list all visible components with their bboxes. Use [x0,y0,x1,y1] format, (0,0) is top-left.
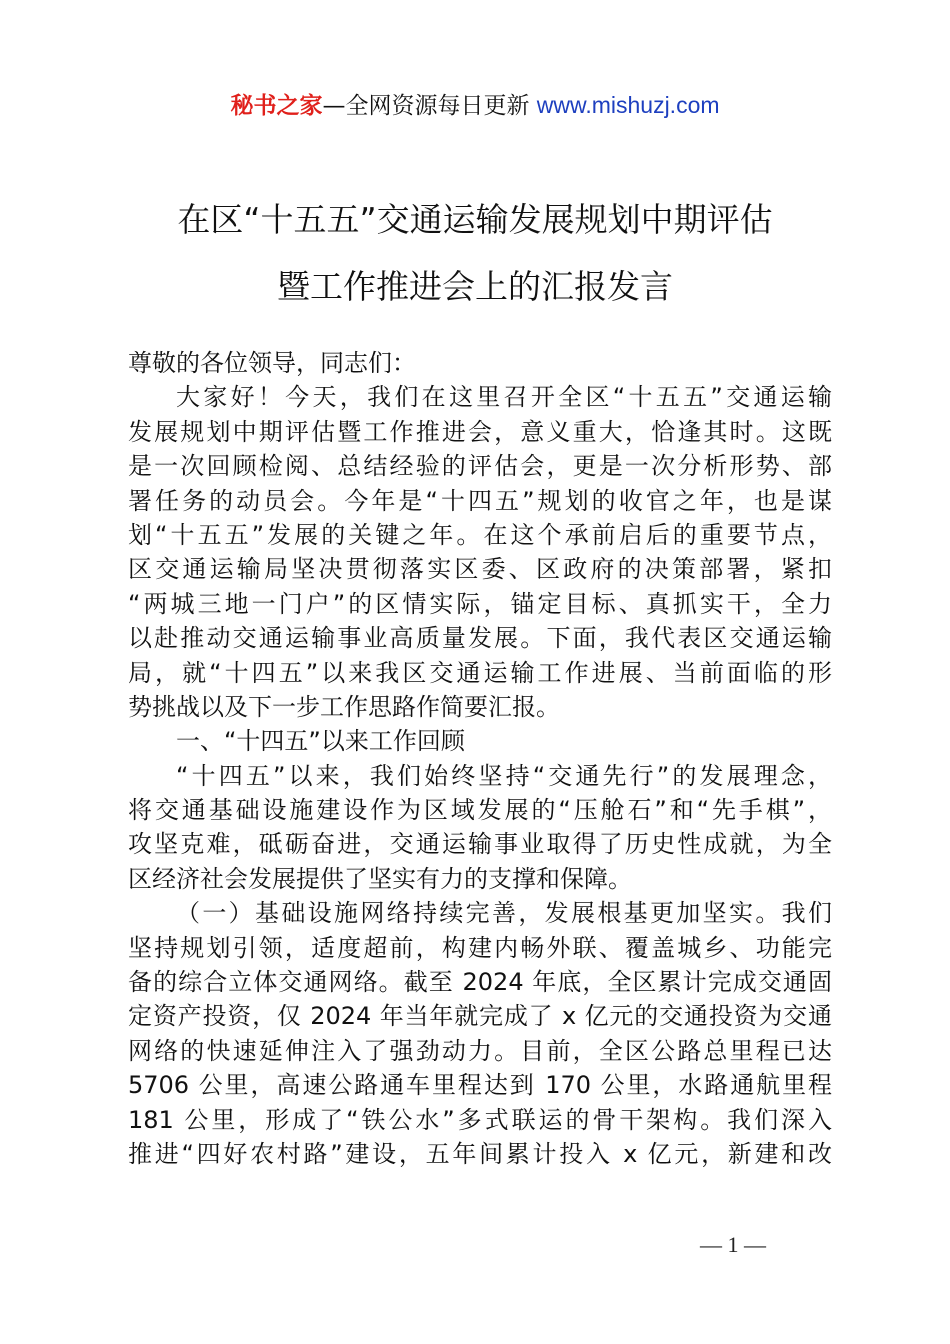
section-heading: 一、“十四五”以来工作回顾 [176,727,465,756]
body-line: 5706 公里，高速公路通车里程达到 170 公里，水路通航里程 [128,1071,832,1100]
body-line: 备的综合立体交通网络。截至 2024 年底，全区累计完成交通固 [128,968,832,997]
body-line: 发展规划中期评估暨工作推进会，意义重大，恰逢其时。这既 [128,417,832,446]
body-line: “两城三地一门户”的区情实际，锚定目标、真抓实干，全力 [128,589,832,618]
body-line: 将交通基础设施建设作为区域发展的“压舱石”和“先手棋”， [128,796,832,825]
body-line: “十四五”以来，我们始终坚持“交通先行”的发展理念， [176,761,832,790]
body-line: 署任务的动员会。今年是“十四五”规划的收官之年，也是谋 [128,486,832,515]
body-line: 181 公里，形成了“铁公水”多式联运的骨干架构。我们深入 [128,1105,832,1134]
document-body [128,346,832,1171]
site-brand: 秘书之家 [230,93,323,119]
body-line: 以赴推动交通运输事业高质量发展。下面，我代表区交通运输 [128,624,832,653]
title-line-1: 在区“十五五”交通运输发展规划中期评估 [177,200,773,239]
body-line: 区经济社会发展提供了坚实有力的支撑和保障。 [128,864,632,893]
body-line: 定资产投资，仅 2024 年当年就完成了 x 亿元的交通投资为交通 [128,1002,832,1031]
document-title [60,186,890,320]
site-url-link[interactable]: www.mishuzj.com [536,92,720,118]
body-line: 局，就“十四五”以来我区交通运输工作进展、当前面临的形 [128,658,832,687]
subsection-line: （一）基础设施网络持续完善，发展根基更加坚实。我们 [176,899,832,928]
body-line: 网络的快速延伸注入了强劲动力。目前，全区公路总里程已达 [128,1036,832,1065]
body-line: 势挑战以及下一步工作思路作简要汇报。 [128,692,560,721]
body-line: 是一次回顾检阅、总结经验的评估会，更是一次分析形势、部 [128,452,832,481]
title-line-2: 暨工作推进会上的汇报发言 [277,267,673,306]
body-line: 攻坚克难，砥砺奋进，交通运输事业取得了历史性成就，为全 [128,830,832,859]
site-header [0,88,950,123]
page-number: — 1 — [700,1232,766,1257]
body-line: 推进“四好农村路”建设，五年间累计投入 x 亿元，新建和改 [128,1139,832,1168]
body-line: 区交通运输局坚决贯彻落实区委、区政府的决策部署，紧扣 [128,555,832,584]
body-line: 大家好！今天，我们在这里召开全区“十五五”交通运输 [176,383,832,412]
salutation: 尊敬的各位领导，同志们： [128,349,416,377]
site-tagline: —全网资源每日更新 [322,93,530,119]
body-line: 坚持规划引领，适度超前，构建内畅外联、覆盖城乡、功能完 [128,933,832,962]
body-line: 划“十五五”发展的关键之年。在这个承前启后的重要节点， [128,520,832,549]
